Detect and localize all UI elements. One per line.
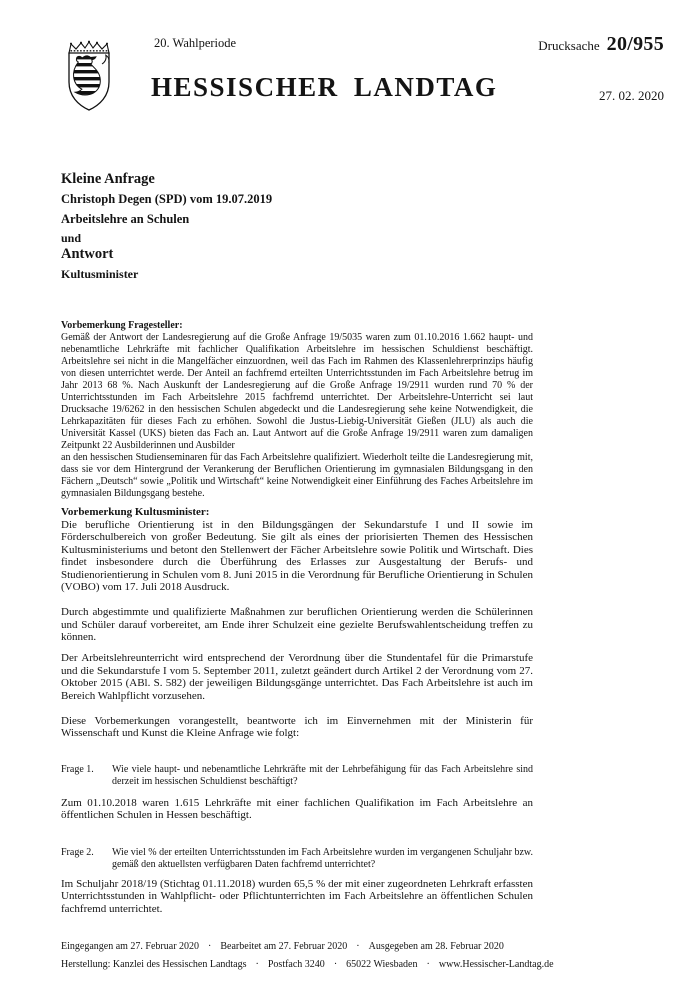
drucksache-label: Drucksache: [538, 38, 600, 53]
document-body: [61, 320, 533, 915]
footer-publisher-line: [61, 959, 554, 971]
footer-herstellung: Herstellung: Kanzlei des Hessischen Landtags: [61, 959, 247, 970]
vorbemerkung-kultusminister-heading: Vorbemerkung Kultusminister:: [61, 506, 210, 518]
vorbemerkung-fragesteller-paragraph: an den hessischen Studienseminaren für das Fach Arbeitslehre qualifiziert. Wiederholt teilte die Landesregierung mit, dass sie vor dem Hintergrund der Verankerung der Beruflichen Orientierung im gymnasialen Bildungsgang in den Fächern „Deutsch“ sowie „Politik und Wirtschaft“ keine Notwendigkeit einer Einführung des Faches Arbeitslehre im gymnasialen Bildungsgang bestehe.: [61, 452, 533, 499]
frage-2-question: Wie viel % der erteilten Unterrichtsstunden im Fach Arbeitslehre wurden im vergangenen Schuljahr bzw. gemäß den aktuellsten verfügbaren Daten fachfremd unterrichtet?: [112, 846, 533, 870]
frage-1-question: Wie viele haupt- und nebenamtliche Lehrkräfte mit der Lehrbefähigung für das Fach Arbeitslehre sind derzeit im hessischen Schuldienst beschäftigt?: [112, 763, 533, 787]
vorbemerkung-kultusminister-paragraph: Diese Vorbemerkungen vorangestellt, beantworte ich im Einvernehmen mit der Ministerin für Wissenschaft und Kunst die Kleine Anfrage wie folgt:: [61, 714, 533, 739]
frage-2-block: [61, 847, 533, 871]
vorbemerkung-fragesteller-paragraph: Gemäß der Antwort der Landesregierung auf die Große Anfrage 19/5035 waren zum 01.10.2016 1.662 haupt- und nebenamtliche Lehrkräfte mit fachlicher Qualifikation Arbeitslehre im hessischen Schuldienst beschäftigt. Arbeitslehre sei nicht in die Mangelfächer einzuordnen, weil das Fach im Rahmen des Klassenlehrerprinzips häufig von diesen unterrichtet werde. Der Anteil an fachfremd erteilten Unterrichtsstunden im Fach Arbeitslehre betrug im Jahr 2013 68 %. Nach Auskunft der Landesregierung auf die Große Anfrage 19/2911 wurden rund 70 % der Unterrichtsstunden im Fach Arbeitslehre 2015 fachfremd unterrichtet. Der Arbeitslehre-Unterricht sei laut Drucksache 19/6262 in den hessischen Schulen abgedeckt und die Landesregierung sehe keine Notwendigkeit, die Lehrkapazitäten für dieses Fach zu erhöhen. Sowohl die Justus-Liebig-Universität Gießen (JLU) als auch die Universität Kassel (UKS) bieten das Fach an. Laut Antwort auf die Große Anfrage 19/2911 waren zum damaligen Zeitpunkt 22 Ausbilderinnen und Ausbilder: [61, 332, 533, 451]
footer-city: 65022 Wiesbaden: [346, 959, 418, 970]
frage-1-label: Frage 1.: [61, 763, 94, 775]
footer-website: www.Hessischer-Landtag.de: [438, 959, 554, 970]
document-footer: [61, 941, 554, 971]
frage-2-answer: Im Schuljahr 2018/19 (Stichtag 01.11.2018) wurden 65,5 % der mit einer zugeordneten Lehrkraft erfassten Unterrichtsstunden in Wahlpflicht- oder Pflichtunterrichten im Fach Arbeitslehre an öffentlichen Schulen fachfremd unterrichtet.: [61, 877, 533, 915]
frage-2-label: Frage 2.: [61, 846, 94, 858]
dot-separator: ·: [356, 941, 360, 952]
document-date: 27. 02. 2020: [599, 88, 664, 103]
vorbemerkung-kultusminister-paragraph: Der Arbeitslehreunterricht wird entsprechend der Verordnung über die Stundentafel für die Primarstufe und die Sekundarstufe I vom 5. September 2011, zuletzt geändert durch Artikel 2 der Verordnung vom 27. Oktober 2015 (ABl. S. 582) der jeweiligen Bildungsgänge unterrichtet. Das Fach Arbeitslehre ist auch im Bereich Wahlpflicht vorzusehen.: [61, 652, 533, 702]
drucksache-number: 20/955: [606, 33, 664, 55]
footer-dates-line: [61, 941, 554, 953]
footer-postfach: Postfach 3240: [267, 959, 325, 970]
footer-ausgegeben: Ausgegeben am 28. Februar 2020: [368, 941, 504, 952]
dot-separator: ·: [208, 941, 212, 952]
footer-bearbeitet: Bearbeitet am 27. Februar 2020: [220, 941, 348, 952]
vorbemerkung-fragesteller-heading: Vorbemerkung Fragesteller:: [61, 320, 183, 331]
vorbemerkung-kultusminister-paragraph: Die berufliche Orientierung ist in den Bildungsgängen der Sekundarstufe I und II sowie im Förderschulbereich von großer Bedeutung. Sie gilt als eines der priorisierten Themen des Hessischen Kultusministeriums und betont den Stellenwert der Fächer Arbeitslehre sowie Politik und Wirtschaft. Dies findet insbesondere durch die Überführung des Erlasses zur Ausgestaltung der Berufs- und Studienorientierung in Schulen vom 8. Juni 2015 in die Verordnung für Berufliche Orientierung in Schulen (VOBO) vom 17. Juli 2018 Ausdruck.: [61, 518, 533, 593]
dot-separator: ·: [255, 959, 259, 970]
answer-label: Antwort: [61, 246, 114, 262]
vorbemerkung-kultusminister-paragraph: Durch abgestimmte und qualifizierte Maßnahmen zur beruflichen Orientierung werden die Schülerinnen und Schüler darauf vorbereitet, am Ende ihrer Schulzeit eine gezielte Berufswahlentscheidung treffen zu können.: [61, 606, 533, 643]
frage-1-answer: Zum 01.10.2018 waren 1.615 Lehrkräfte mit einer fachlichen Qualifikation im Fach Arbeitslehre an öffentlichen Schulen in Hessen beschäftigt.: [61, 796, 533, 821]
wahlperiode-label: 20. Wahlperiode: [154, 36, 237, 50]
frage-1-block: [61, 764, 533, 788]
answer-by: Kultusminister: [61, 267, 139, 281]
dot-separator: ·: [333, 959, 338, 970]
drucksache-block: [538, 33, 664, 56]
document-type-label: Kleine Anfrage: [61, 171, 155, 187]
author-line: Christoph Degen (SPD) vom 19.07.2019: [61, 192, 273, 206]
hessen-coat-of-arms-icon: [62, 40, 116, 112]
page-title: HESSISCHER LANDTAG: [151, 72, 498, 102]
connector-word: und: [61, 231, 82, 245]
footer-eingegangen: Eingegangen am 27. Februar 2020: [61, 941, 200, 952]
title-block: [61, 171, 272, 281]
subject-line: Arbeitslehre an Schulen: [61, 212, 190, 226]
dot-separator: ·: [426, 959, 430, 970]
